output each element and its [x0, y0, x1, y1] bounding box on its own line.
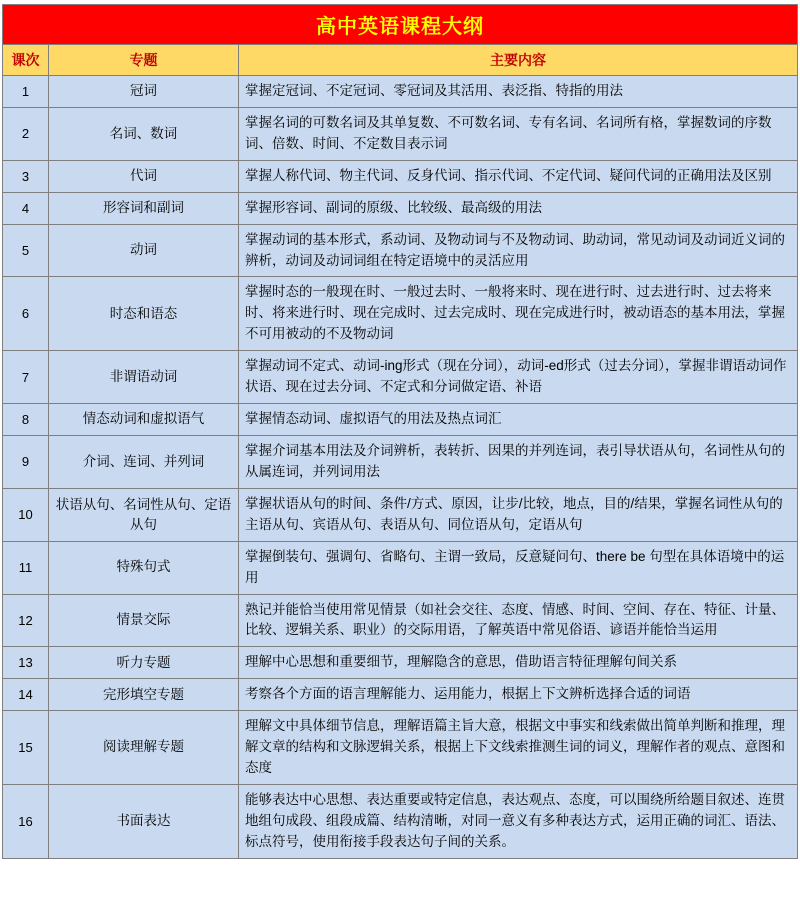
row-content: 掌握情态动词、虚拟语气的用法及热点词汇: [239, 404, 798, 436]
row-topic: 动词: [49, 224, 239, 277]
document-title: 高中英语课程大纲: [3, 5, 798, 45]
column-header-content: 主要内容: [239, 45, 798, 76]
row-content: 掌握动词的基本形式，系动词、及物动词与不及物动词、助动词，常见动词及动词近义词的辨析，动词及动词词组在特定语境中的灵活应用: [239, 224, 798, 277]
row-number: 1: [3, 76, 49, 108]
row-topic: 名词、数词: [49, 107, 239, 160]
row-content: 掌握状语从句的时间、条件/方式、原因，让步/比较，地点，目的/结果，掌握名词性从句的主语从句、宾语从句、表语从句、同位语从句，定语从句: [239, 488, 798, 541]
row-number: 5: [3, 224, 49, 277]
row-number: 8: [3, 404, 49, 436]
row-topic: 书面表达: [49, 784, 239, 858]
row-number: 4: [3, 192, 49, 224]
row-content: 掌握时态的一般现在时、一般过去时、一般将来时、现在进行时、过去进行时、过去将来时、将来进行时、现在完成时、过去完成时、现在完成进行时，被动语态的基本用法，掌握不可用被动的不及物动词: [239, 277, 798, 351]
row-content: 掌握介词基本用法及介词辨析，表转折、因果的并列连词，表引导状语从句，名词性从句的从属连词，并列词用法: [239, 435, 798, 488]
table-row: [3, 160, 798, 192]
row-number: 9: [3, 435, 49, 488]
table-row: [3, 784, 798, 858]
row-content: 熟记并能恰当使用常见情景（如社会交往、态度、情感、时间、空间、存在、特征、计量、比较、逻辑关系、职业）的交际用语，了解英语中常见俗语、谚语并能恰当运用: [239, 594, 798, 647]
row-content: 掌握动词不定式、动词-ing形式（现在分词），动词-ed形式（过去分词），掌握非谓语动词作状语、现在过去分词、不定式和分词做定语、补语: [239, 351, 798, 404]
row-topic: 情景交际: [49, 594, 239, 647]
row-number: 13: [3, 647, 49, 679]
row-number: 3: [3, 160, 49, 192]
row-number: 2: [3, 107, 49, 160]
row-topic: 非谓语动词: [49, 351, 239, 404]
table-row: [3, 488, 798, 541]
table-row: [3, 224, 798, 277]
table-row: [3, 647, 798, 679]
row-content: 理解文中具体细节信息，理解语篇主旨大意，根据文中事实和线索做出简单判断和推理，理解文章的结构和文脉逻辑关系，根据上下文线索推测生词的词义，理解作者的观点、意图和态度: [239, 711, 798, 785]
syllabus-table: [2, 4, 798, 859]
table-row: [3, 192, 798, 224]
row-topic: 听力专题: [49, 647, 239, 679]
table-row: [3, 711, 798, 785]
row-topic: 完形填空专题: [49, 679, 239, 711]
table-row: [3, 351, 798, 404]
table-row: [3, 679, 798, 711]
row-number: 14: [3, 679, 49, 711]
row-number: 11: [3, 541, 49, 594]
row-content: 理解中心思想和重要细节，理解隐含的意思，借助语言特征理解句间关系: [239, 647, 798, 679]
row-number: 12: [3, 594, 49, 647]
row-content: 掌握形容词、副词的原级、比较级、最高级的用法: [239, 192, 798, 224]
row-content: 掌握名词的可数名词及其单复数、不可数名词、专有名词、名词所有格，掌握数词的序数词、倍数、时间、不定数目表示词: [239, 107, 798, 160]
row-topic: 特殊句式: [49, 541, 239, 594]
table-body: [3, 5, 798, 859]
row-content: 能够表达中心思想、表达重要或特定信息，表达观点、态度，可以围绕所给题目叙述、连贯地组句成段、组段成篇、结构清晰，对同一意义有多种表达方式，运用正确的词汇、语法、标点符号，使用衔接手段表达句子间的关系。: [239, 784, 798, 858]
row-number: 16: [3, 784, 49, 858]
row-topic: 冠词: [49, 76, 239, 108]
row-topic: 代词: [49, 160, 239, 192]
row-topic: 形容词和副词: [49, 192, 239, 224]
row-number: 15: [3, 711, 49, 785]
row-content: 掌握倒装句、强调句、省略句、主谓一致局，反意疑问句、there be 句型在具体语境中的运用: [239, 541, 798, 594]
table-row: [3, 541, 798, 594]
table-row: [3, 404, 798, 436]
table-row: [3, 277, 798, 351]
column-header-no: 课次: [3, 45, 49, 76]
title-row: [3, 5, 798, 45]
row-number: 6: [3, 277, 49, 351]
row-topic: 阅读理解专题: [49, 711, 239, 785]
table-row: [3, 107, 798, 160]
row-content: 掌握定冠词、不定冠词、零冠词及其活用、表泛指、特指的用法: [239, 76, 798, 108]
row-topic: 状语从句、名词性从句、定语从句: [49, 488, 239, 541]
row-content: 掌握人称代词、物主代词、反身代词、指示代词、不定代词、疑问代词的正确用法及区别: [239, 160, 798, 192]
header-row: [3, 45, 798, 76]
row-number: 10: [3, 488, 49, 541]
row-number: 7: [3, 351, 49, 404]
row-topic: 情态动词和虚拟语气: [49, 404, 239, 436]
row-topic: 时态和语态: [49, 277, 239, 351]
table-row: [3, 435, 798, 488]
column-header-topic: 专题: [49, 45, 239, 76]
table-row: [3, 76, 798, 108]
table-row: [3, 594, 798, 647]
row-content: 考察各个方面的语言理解能力、运用能力，根据上下文辨析选择合适的词语: [239, 679, 798, 711]
row-topic: 介词、连词、并列词: [49, 435, 239, 488]
